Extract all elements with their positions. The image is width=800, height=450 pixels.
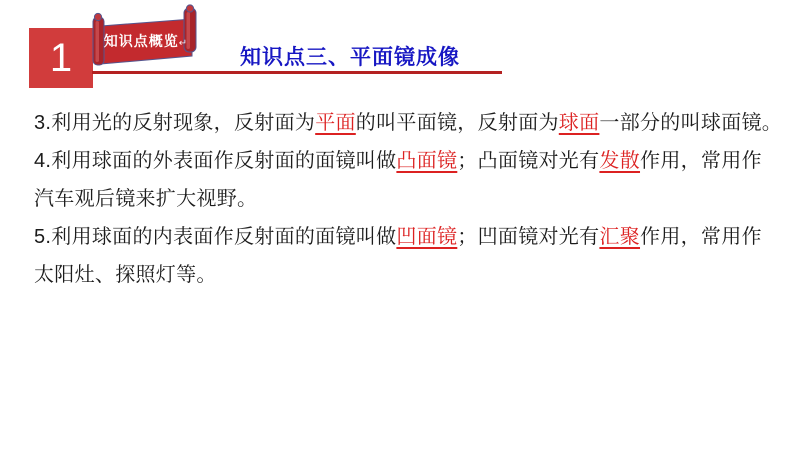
keyword-highlight: 汇聚 [599,226,641,248]
text-segment: 4.利用球面的外表面作反射面的面镜叫做 [34,150,397,172]
text-segment: 5.利用球面的内表面作反射面的面镜叫做 [34,226,397,248]
body-text [34,104,786,294]
section-number: 1 [49,36,73,80]
keyword-highlight: 球面 [558,112,600,134]
banner-label-text: 知识点概览 [103,33,179,49]
text-segment: 作用，常用作 [640,150,762,172]
keyword-highlight: 凹面镜 [396,226,458,248]
scroll-banner [88,4,203,68]
keyword-highlight: 凸面镜 [396,150,458,172]
body-line-1 [34,104,786,142]
title-underline [92,71,502,74]
text-segment: 一部分的叫球面镜。 [599,112,783,134]
body-line-4 [34,218,786,256]
section-number-badge [29,28,93,88]
keyword-highlight: 发散 [599,150,641,172]
section-title: 知识点三、平面镜成像 [240,46,460,69]
text-segment: 汽车观后镜来扩大视野。 [34,188,258,210]
return-mark: ↵ [178,38,189,49]
text-segment: ；凹面镜对光有 [457,226,600,248]
keyword-highlight: 平面 [315,112,356,134]
banner-label [100,28,192,54]
text-segment: ；凸面镜对光有 [457,150,600,172]
body-line-2 [34,142,786,180]
text-segment: 作用，常用作 [640,226,762,248]
text-segment: 3.利用光的反射现象，反射面为 [34,112,316,134]
text-segment: 太阳灶、探照灯等。 [34,264,217,286]
body-line-3 [34,180,786,218]
text-segment: 的叫平面镜，反射面为 [355,112,559,134]
body-line-5 [34,256,786,294]
